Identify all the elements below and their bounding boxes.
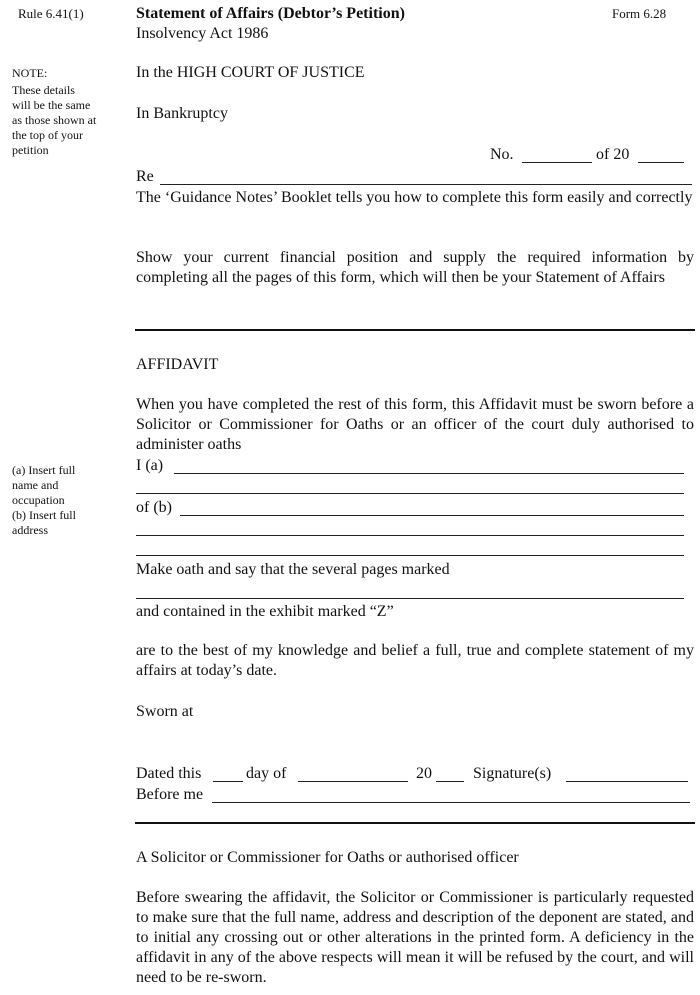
signature-label: Signature(s): [473, 765, 552, 782]
side-note-line: will be the same: [12, 98, 91, 112]
side-note-line: address: [12, 523, 48, 537]
court-name: In the HIGH COURT OF JUSTICE: [136, 64, 365, 81]
instructions-paragraph: Show your current financial position and supply the required information by completing all the pages of this form, which will then be your Statement of Affairs: [136, 249, 694, 286]
act-name: Insolvency Act 1986: [136, 25, 269, 42]
side-note-line: petition: [12, 143, 49, 157]
officer-note: Before swearing the affidavit, the Solicitor or Commissioner is particularly requested to make sure that the full name, address and description of the deponent are stated, and to initial any crossing out or other alterations in the printed form. A deficiency in the affidavit in any of the above respects will mean it will be refused by the court, and will need to be re-sworn.: [136, 889, 694, 986]
signature-field[interactable]: [566, 781, 688, 782]
side-note-line: as those shown at: [12, 113, 97, 127]
side-note: [12, 83, 124, 158]
statement-text: are to the best of my knowledge and belief a full, true and complete statement of my affairs at today’s date.: [136, 642, 694, 679]
rule-reference: Rule 6.41(1): [18, 6, 84, 21]
date-day-field[interactable]: [213, 781, 243, 782]
case-number-label: No.: [490, 146, 514, 163]
side-note-line: (b) Insert full: [12, 508, 76, 522]
case-number-field[interactable]: [522, 162, 592, 163]
deponent-address-field-2[interactable]: [136, 535, 684, 536]
oath-text: Make oath and say that the several pages marked: [136, 561, 450, 578]
deponent-address-field[interactable]: [180, 515, 684, 516]
side-note-line: These details: [12, 83, 75, 97]
case-year-label: of 20: [596, 146, 630, 163]
sworn-at-label: Sworn at: [136, 703, 194, 720]
case-year-field[interactable]: [638, 162, 684, 163]
side-note-line: name and: [12, 478, 59, 492]
re-field[interactable]: [160, 184, 692, 185]
section-divider: [135, 329, 695, 331]
affidavit-instructions: When you have completed the rest of this form, this Affidavit must be sworn before a Solicitor or Commissioner for Oaths or an officer of the court duly authorised to administer oaths: [136, 396, 694, 453]
court-division: In Bankruptcy: [136, 105, 228, 122]
guidance-note: The ‘Guidance Notes’ Booklet tells you how to complete this form easily and correctly: [136, 189, 693, 206]
before-me-label: Before me: [136, 786, 204, 803]
pages-marked-field[interactable]: [136, 598, 684, 599]
side-note-line: occupation: [12, 493, 65, 507]
day-of-label: day of: [246, 765, 287, 782]
affidavit-side-notes: [12, 463, 124, 538]
form-title: Statement of Affairs (Debtor’s Petition): [136, 5, 405, 22]
date-month-field[interactable]: [298, 781, 408, 782]
dated-this-label: Dated this: [136, 765, 202, 782]
deponent-address-field-3[interactable]: [136, 555, 684, 556]
side-note-line: the top of your: [12, 128, 83, 142]
before-me-field[interactable]: [212, 802, 690, 803]
side-note-line: (a) Insert full: [12, 463, 76, 477]
deponent-address-label: of (b): [136, 499, 172, 516]
deponent-name-label: I (a): [136, 457, 164, 474]
deponent-name-field[interactable]: [174, 473, 684, 474]
year-label: 20: [416, 765, 432, 782]
form-number: Form 6.28: [612, 6, 667, 21]
re-label: Re: [136, 168, 154, 185]
affidavit-heading: AFFIDAVIT: [136, 356, 219, 373]
side-note-heading: NOTE:: [12, 66, 48, 80]
officer-heading: A Solicitor or Commissioner for Oaths or authorised officer: [136, 849, 519, 866]
deponent-occupation-field[interactable]: [136, 493, 684, 494]
date-year-field[interactable]: [436, 781, 464, 782]
section-divider: [135, 822, 695, 824]
exhibit-text: and contained in the exhibit marked “Z”: [136, 603, 394, 620]
